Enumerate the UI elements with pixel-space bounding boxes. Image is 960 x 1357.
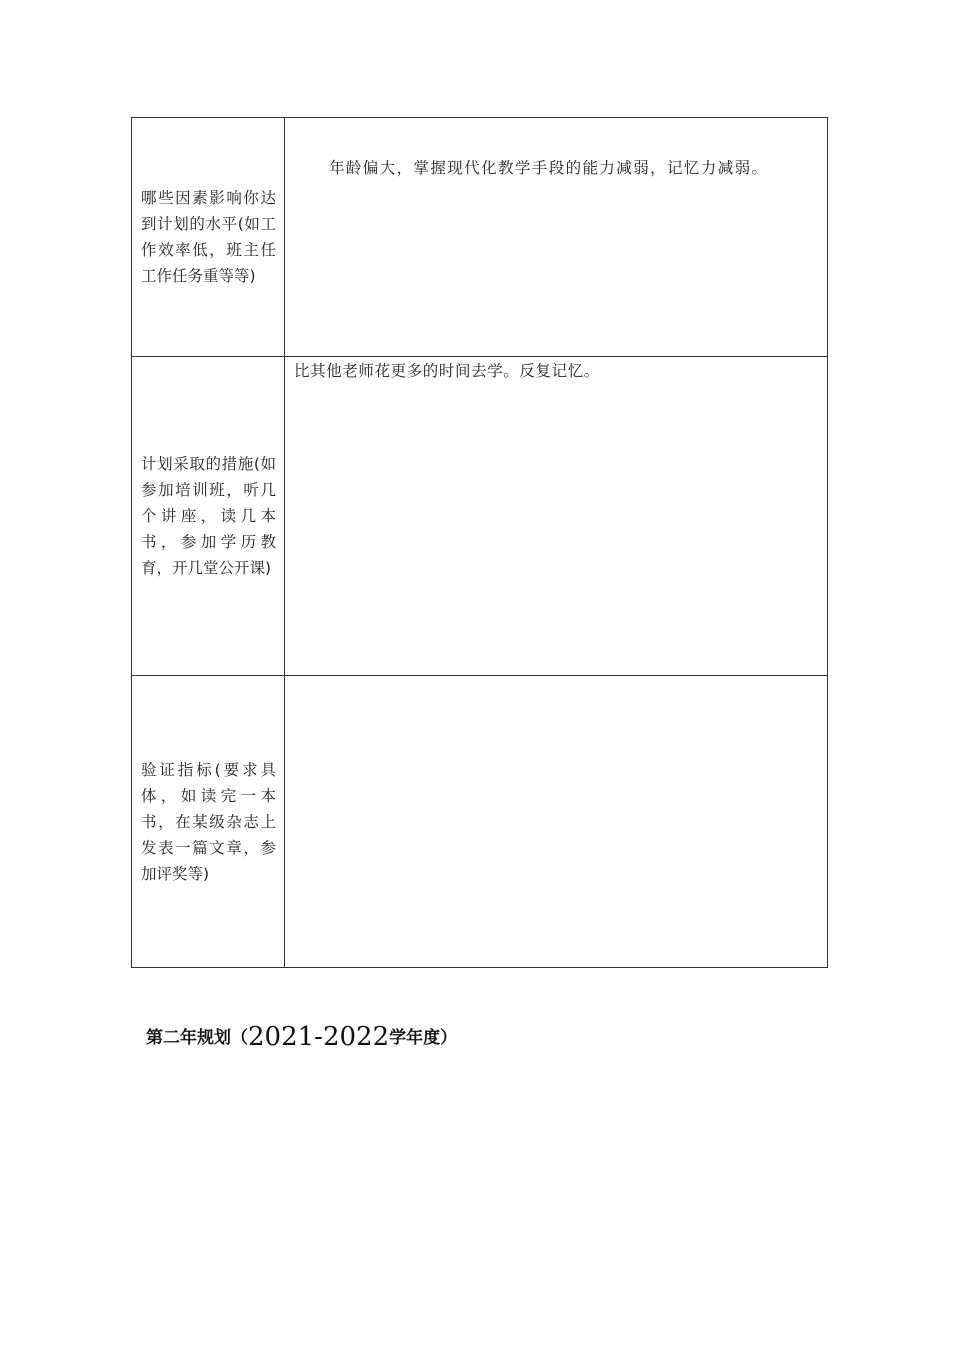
- section-heading: [146, 1017, 457, 1058]
- row-label-cell: [132, 676, 285, 968]
- plan-table: [131, 117, 828, 968]
- row-content-cell[interactable]: [285, 357, 828, 676]
- section-title-suffix: 学年度）: [389, 1028, 458, 1048]
- table-row: [132, 357, 828, 676]
- section-title-prefix: 第二年规划（: [146, 1028, 248, 1048]
- table-row: [132, 118, 828, 357]
- row-content: 比其他老师花更多的时间去学。反复记忆。: [294, 362, 600, 380]
- row-label-cell: [132, 357, 285, 676]
- section-year-range: 2021-2022: [248, 1022, 390, 1052]
- row-label-cell: [132, 118, 285, 357]
- row-content-cell[interactable]: [285, 676, 828, 968]
- row-label: 计划采取的措施(如参加培训班，听几个讲座，读几本书，参加学历教育，开几堂公开课): [141, 455, 276, 577]
- table-row: [132, 676, 828, 968]
- row-label: 哪些因素影响你达到计划的水平(如工作效率低，班主任工作任务重等等): [141, 189, 276, 285]
- row-label: 验证指标(要求具体，如读完一本书，在某级杂志上发表一篇文章，参加评奖等): [141, 760, 276, 883]
- row-content-cell[interactable]: [285, 118, 828, 357]
- row-content: 年龄偏大，掌握现代化教学手段的能力减弱，记忆力减弱。: [329, 159, 769, 177]
